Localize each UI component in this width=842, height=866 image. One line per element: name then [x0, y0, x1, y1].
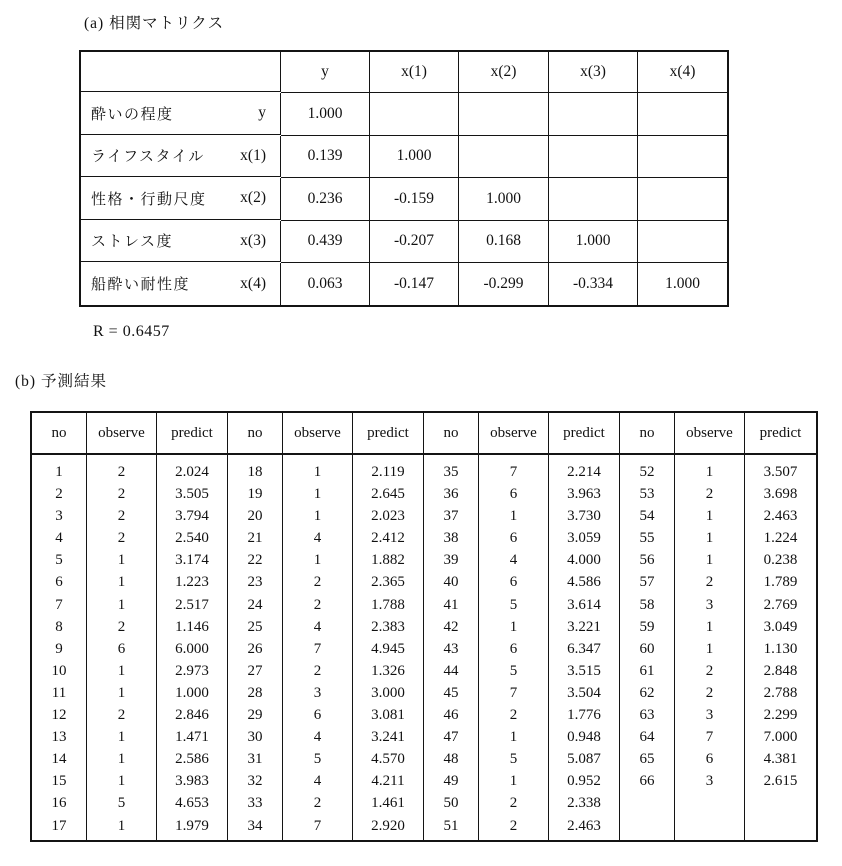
prediction-value-line: 1 — [117, 662, 126, 679]
prediction-value-line: 3.059 — [567, 530, 601, 547]
prediction-value-line: 5 — [117, 795, 126, 812]
prediction-value-line: 62 — [639, 684, 655, 701]
prediction-value-line: 1.979 — [175, 817, 209, 834]
prediction-value-line: 2.365 — [371, 574, 405, 591]
prediction-value-line: 6 — [509, 530, 518, 547]
prediction-value-line: 3.241 — [371, 729, 405, 746]
prediction-value-line: 1 — [509, 618, 518, 635]
prediction-no-column — [32, 455, 87, 840]
matrix-row-label-cell — [81, 178, 281, 220]
prediction-value-line: 1 — [117, 773, 126, 790]
prediction-value-line: 3.000 — [371, 684, 405, 701]
matrix-value-cell: -0.147 — [370, 263, 459, 305]
prediction-value-line: 2.412 — [371, 530, 405, 547]
prediction-value-line: 1 — [705, 640, 714, 657]
prediction-value-line: 5 — [509, 596, 518, 613]
prediction-value-line: 30 — [247, 729, 263, 746]
prediction-results-table — [30, 411, 818, 842]
prediction-value-line: 1.788 — [371, 596, 405, 613]
prediction-value-line: 2 — [705, 486, 714, 503]
prediction-value-line: 1 — [509, 773, 518, 790]
prediction-value-line: 60 — [639, 640, 655, 657]
prediction-value-line: 40 — [443, 574, 459, 591]
prediction-value-line: 2.769 — [763, 596, 798, 613]
prediction-value-line: 7 — [313, 640, 322, 657]
prediction-value-line: 19 — [247, 486, 263, 503]
prediction-value-line: 3 — [705, 596, 714, 613]
prediction-value-line: 6 — [55, 574, 63, 591]
prediction-value-line: 1.461 — [371, 795, 405, 812]
prediction-value-line: 3 — [705, 707, 714, 724]
prediction-predict-column — [157, 455, 228, 840]
prediction-value-line: 1.000 — [175, 684, 209, 701]
prediction-value-line: 6.347 — [567, 640, 601, 657]
prediction-value-line: 2.920 — [371, 817, 405, 834]
prediction-value-line: 3.221 — [567, 618, 601, 635]
prediction-value-line: 2 — [705, 684, 714, 701]
prediction-value-line: 4.211 — [371, 773, 405, 790]
prediction-value-line: 2 — [509, 817, 518, 834]
prediction-value-line: 2 — [313, 662, 322, 679]
matrix-value-cell: 0.236 — [281, 178, 370, 221]
matrix-value-cell: 0.139 — [281, 136, 370, 179]
prediction-value-line: 1 — [313, 508, 322, 525]
matrix-row-label: 船酔い耐性度 — [91, 277, 191, 294]
matrix-column-header: x(3) — [549, 52, 638, 93]
prediction-value-line: 9 — [55, 640, 63, 657]
matrix-row-variable: x(2) — [240, 189, 266, 207]
prediction-predict-column — [353, 455, 424, 840]
prediction-value-line: 20 — [247, 508, 263, 525]
prediction-value-line: 2.586 — [175, 751, 209, 768]
matrix-value-cell — [459, 93, 549, 136]
prediction-value-line: 3.983 — [175, 773, 209, 790]
prediction-value-line: 1.223 — [175, 574, 209, 591]
matrix-row-label-cell — [81, 93, 281, 135]
prediction-value-line: 32 — [247, 773, 263, 790]
prediction-value-line: 2.299 — [763, 707, 798, 724]
prediction-value-line: 2 — [117, 618, 126, 635]
prediction-value-line: 3.698 — [763, 486, 798, 503]
prediction-value-line: 5 — [313, 751, 322, 768]
prediction-value-line: 43 — [443, 640, 459, 657]
prediction-column-header: predict — [353, 413, 424, 455]
prediction-value-line: 3.614 — [567, 596, 601, 613]
matrix-value-cell — [638, 178, 727, 221]
prediction-value-line: 6 — [117, 640, 126, 657]
prediction-value-line: 21 — [247, 530, 263, 547]
prediction-value-line: 31 — [247, 751, 263, 768]
prediction-value-line: 25 — [247, 618, 263, 635]
matrix-value-cell: -0.159 — [370, 178, 459, 221]
prediction-value-line: 26 — [247, 640, 263, 657]
prediction-value-line: 1 — [705, 530, 714, 547]
prediction-value-line: 3.174 — [175, 552, 209, 569]
prediction-value-line: 1.471 — [175, 729, 209, 746]
prediction-value-line: 4 — [509, 552, 518, 569]
matrix-value-cell: 0.439 — [281, 221, 370, 264]
matrix-value-cell: -0.334 — [549, 263, 638, 305]
prediction-value-line: 29 — [247, 707, 263, 724]
prediction-value-line: 1 — [117, 684, 126, 701]
prediction-value-line: 0.948 — [567, 729, 601, 746]
prediction-observe-column — [87, 455, 157, 840]
prediction-value-line: 3 — [705, 773, 714, 790]
prediction-value-line: 4 — [313, 729, 322, 746]
prediction-value-line: 5 — [509, 751, 518, 768]
prediction-value-line: 58 — [639, 596, 655, 613]
matrix-value-cell: 0.168 — [459, 221, 549, 264]
prediction-value-line: 4 — [55, 530, 63, 547]
prediction-value-line: 3.081 — [371, 707, 405, 724]
prediction-value-line: 3.730 — [567, 508, 601, 525]
prediction-value-line: 2.788 — [763, 684, 798, 701]
matrix-row-label: ストレス度 — [91, 234, 174, 251]
matrix-column-header: x(1) — [370, 52, 459, 93]
prediction-value-line: 38 — [443, 530, 459, 547]
prediction-value-line: 63 — [639, 707, 655, 724]
prediction-value-line: 3.504 — [567, 684, 601, 701]
prediction-value-line: 7.000 — [763, 729, 798, 746]
prediction-value-line: 37 — [443, 508, 459, 525]
prediction-value-line: 6 — [313, 707, 322, 724]
prediction-value-line: 6 — [509, 486, 518, 503]
matrix-value-cell: -0.207 — [370, 221, 459, 264]
prediction-value-line: 2 — [313, 574, 322, 591]
prediction-value-line: 28 — [247, 684, 263, 701]
prediction-value-line: 2.846 — [175, 707, 209, 724]
section-b-title: (b) 予測結果 — [15, 373, 107, 390]
prediction-value-line: 2.848 — [763, 662, 798, 679]
prediction-value-line: 41 — [443, 596, 459, 613]
prediction-value-line: 13 — [51, 729, 67, 746]
prediction-value-line: 1.146 — [175, 618, 209, 635]
prediction-value-line: 2 — [117, 530, 126, 547]
matrix-column-header: y — [281, 52, 370, 93]
prediction-value-line: 2.119 — [371, 464, 405, 480]
prediction-value-line — [745, 792, 816, 814]
prediction-observe-column — [479, 455, 549, 840]
prediction-value-line: 0.952 — [567, 773, 601, 790]
prediction-value-line: 3.507 — [763, 464, 798, 480]
prediction-value-line: 56 — [639, 552, 655, 569]
prediction-value-line: 3.515 — [567, 662, 601, 679]
multiple-correlation-value: R = 0.6457 — [93, 323, 170, 340]
prediction-value-line: 1 — [705, 464, 714, 480]
prediction-value-line: 59 — [639, 618, 655, 635]
prediction-value-line: 4.570 — [371, 751, 405, 768]
prediction-column-header: no — [32, 413, 87, 455]
prediction-value-line: 2 — [705, 574, 714, 591]
prediction-value-line — [620, 815, 674, 837]
matrix-value-cell: 1.000 — [665, 274, 700, 292]
prediction-value-line: 12 — [51, 707, 67, 724]
prediction-value-line: 61 — [639, 662, 655, 679]
prediction-value-line: 4.945 — [371, 640, 405, 657]
prediction-value-line: 53 — [639, 486, 655, 503]
prediction-value-line: 1.776 — [567, 707, 601, 724]
prediction-value-line: 57 — [639, 574, 655, 591]
prediction-value-line: 27 — [247, 662, 263, 679]
prediction-value-line: 1 — [117, 817, 126, 834]
prediction-value-line: 7 — [55, 596, 63, 613]
prediction-value-line: 5 — [55, 552, 63, 569]
prediction-column-header: no — [620, 413, 675, 455]
prediction-value-line: 2 — [509, 795, 518, 812]
prediction-value-line: 6.000 — [175, 640, 209, 657]
prediction-value-line: 23 — [247, 574, 263, 591]
matrix-row-label-cell — [81, 221, 281, 263]
prediction-value-line: 2.463 — [567, 817, 601, 834]
prediction-no-column — [228, 455, 283, 840]
prediction-predict-column — [745, 455, 816, 840]
prediction-value-line: 1 — [705, 508, 714, 525]
matrix-row-variable: y — [258, 104, 266, 122]
prediction-value-line: 2.383 — [371, 618, 405, 635]
prediction-value-line: 1 — [117, 729, 126, 746]
matrix-value-cell: 1.000 — [459, 178, 549, 221]
prediction-value-line: 1.326 — [371, 662, 405, 679]
prediction-column-header: observe — [87, 413, 157, 455]
prediction-value-line — [675, 815, 744, 837]
prediction-column-header: no — [424, 413, 479, 455]
matrix-row-variable: x(3) — [240, 231, 266, 249]
prediction-value-line: 52 — [639, 464, 655, 480]
prediction-value-line: 0.238 — [763, 552, 798, 569]
prediction-value-line — [675, 792, 744, 814]
prediction-column-header: predict — [549, 413, 620, 455]
prediction-value-line: 2 — [705, 662, 714, 679]
prediction-value-line: 33 — [247, 795, 263, 812]
prediction-value-line: 39 — [443, 552, 459, 569]
prediction-value-line: 3 — [55, 508, 63, 525]
prediction-value-line: 50 — [443, 795, 459, 812]
prediction-value-line: 51 — [443, 817, 459, 834]
prediction-value-line: 3.963 — [567, 486, 601, 503]
prediction-value-line: 1 — [705, 618, 714, 635]
prediction-value-line: 55 — [639, 530, 655, 547]
prediction-value-line: 15 — [51, 773, 67, 790]
prediction-value-line: 42 — [443, 618, 459, 635]
prediction-value-line: 2.645 — [371, 486, 405, 503]
matrix-row-label-cell — [81, 263, 281, 305]
matrix-value-cell — [459, 136, 549, 179]
prediction-predict-column — [549, 455, 620, 840]
correlation-matrix-table — [79, 50, 729, 307]
prediction-value-line: 2.023 — [371, 508, 405, 525]
matrix-value-cell — [638, 93, 727, 136]
prediction-value-line: 4 — [313, 618, 322, 635]
prediction-value-line: 1 — [705, 552, 714, 569]
prediction-observe-column — [283, 455, 353, 840]
prediction-value-line: 2.024 — [175, 464, 209, 480]
prediction-value-line: 2.463 — [763, 508, 798, 525]
prediction-value-line: 1 — [117, 574, 126, 591]
matrix-value-cell: 1.000 — [370, 136, 459, 179]
prediction-value-line: 2 — [117, 707, 126, 724]
matrix-column-header: x(4) — [638, 52, 727, 93]
matrix-column-header: x(2) — [459, 52, 549, 93]
prediction-value-line: 6 — [509, 640, 518, 657]
prediction-value-line: 4.586 — [567, 574, 601, 591]
prediction-column-header: no — [228, 413, 283, 455]
matrix-value-cell — [638, 136, 727, 179]
matrix-row-label: 酔いの程度 — [91, 106, 174, 123]
prediction-column-header: predict — [745, 413, 816, 455]
matrix-value-cell — [549, 178, 638, 221]
prediction-value-line: 5 — [509, 662, 518, 679]
prediction-value-line: 2.338 — [567, 795, 601, 812]
prediction-value-line: 4.653 — [175, 795, 209, 812]
matrix-value-cell: 1.000 — [549, 221, 638, 264]
prediction-value-line: 3.505 — [175, 486, 209, 503]
prediction-value-line: 4 — [313, 530, 322, 547]
prediction-value-line: 2.540 — [175, 530, 209, 547]
prediction-value-line: 1 — [313, 486, 322, 503]
prediction-value-line: 5.087 — [567, 751, 601, 768]
matrix-row-variable: x(4) — [240, 274, 266, 292]
prediction-column-header: observe — [479, 413, 549, 455]
prediction-value-line — [745, 815, 816, 837]
prediction-value-line: 4 — [313, 773, 322, 790]
prediction-value-line: 2.973 — [175, 662, 209, 679]
matrix-value-cell: 0.063 — [281, 263, 370, 305]
prediction-value-line: 45 — [443, 684, 459, 701]
prediction-value-line: 1 — [313, 552, 322, 569]
prediction-value-line: 18 — [247, 464, 263, 480]
prediction-value-line: 1.882 — [371, 552, 405, 569]
prediction-value-line: 49 — [443, 773, 459, 790]
prediction-value-line: 1 — [313, 464, 322, 480]
prediction-value-line: 4.000 — [567, 552, 601, 569]
matrix-corner-cell — [81, 52, 281, 92]
prediction-value-line: 6 — [509, 574, 518, 591]
prediction-value-line: 1.224 — [763, 530, 798, 547]
prediction-value-line: 1 — [55, 464, 63, 480]
prediction-value-line: 2.615 — [763, 773, 798, 790]
prediction-value-line: 2.517 — [175, 596, 209, 613]
prediction-column-header: observe — [675, 413, 745, 455]
prediction-value-line: 3 — [313, 684, 322, 701]
prediction-value-line: 7 — [313, 817, 322, 834]
prediction-value-line: 64 — [639, 729, 655, 746]
matrix-value-cell — [370, 93, 459, 136]
prediction-value-line: 16 — [51, 795, 67, 812]
prediction-value-line: 2 — [55, 486, 63, 503]
matrix-row-label: ライフスタイル — [91, 149, 205, 166]
prediction-value-line: 46 — [443, 707, 459, 724]
matrix-value-cell: -0.299 — [459, 263, 549, 305]
prediction-value-line: 1 — [117, 751, 126, 768]
prediction-value-line: 1.130 — [763, 640, 798, 657]
prediction-value-line — [620, 792, 674, 814]
prediction-value-line: 54 — [639, 508, 655, 525]
matrix-row-label: 性格・行動尺度 — [91, 191, 207, 208]
prediction-value-line: 1 — [509, 508, 518, 525]
matrix-value-cell: 1.000 — [281, 93, 370, 136]
prediction-value-line: 2 — [117, 464, 126, 480]
prediction-value-line: 2.214 — [567, 464, 601, 480]
prediction-no-column — [620, 455, 675, 840]
matrix-row-label-cell — [81, 136, 281, 178]
prediction-value-line: 2 — [313, 795, 322, 812]
prediction-no-column — [424, 455, 479, 840]
prediction-value-line: 11 — [51, 684, 67, 701]
prediction-value-line: 35 — [443, 464, 459, 480]
prediction-value-line: 1 — [117, 596, 126, 613]
prediction-value-line: 44 — [443, 662, 459, 679]
prediction-value-line: 22 — [247, 552, 263, 569]
prediction-value-line: 3.049 — [763, 618, 798, 635]
prediction-column-header: observe — [283, 413, 353, 455]
prediction-column-header: predict — [157, 413, 228, 455]
prediction-value-line: 2 — [509, 707, 518, 724]
prediction-value-line: 47 — [443, 729, 459, 746]
prediction-value-line: 34 — [247, 817, 263, 834]
prediction-observe-column — [675, 455, 745, 840]
prediction-value-line: 10 — [51, 662, 67, 679]
prediction-value-line: 2 — [117, 508, 126, 525]
prediction-value-line: 48 — [443, 751, 459, 768]
prediction-value-line: 2 — [117, 486, 126, 503]
prediction-value-line: 17 — [51, 817, 67, 834]
prediction-value-line: 4.381 — [763, 751, 798, 768]
section-a-title: (a) 相関マトリクス — [84, 15, 225, 32]
prediction-value-line: 7 — [509, 464, 518, 480]
prediction-value-line: 14 — [51, 751, 67, 768]
prediction-value-line: 1 — [509, 729, 518, 746]
prediction-value-line: 2 — [313, 596, 322, 613]
prediction-value-line: 6 — [705, 751, 714, 768]
matrix-value-cell — [549, 93, 638, 136]
prediction-value-line: 24 — [247, 596, 263, 613]
prediction-value-line: 7 — [705, 729, 714, 746]
prediction-value-line: 1 — [117, 552, 126, 569]
prediction-value-line: 3.794 — [175, 508, 209, 525]
prediction-value-line: 7 — [509, 684, 518, 701]
matrix-row-variable: x(1) — [240, 146, 266, 164]
prediction-value-line: 1.789 — [763, 574, 798, 591]
prediction-value-line: 8 — [55, 618, 63, 635]
matrix-value-cell — [638, 221, 727, 264]
prediction-value-line: 66 — [639, 773, 655, 790]
prediction-value-line: 36 — [443, 486, 459, 503]
matrix-value-cell — [549, 136, 638, 179]
prediction-value-line: 65 — [639, 751, 655, 768]
